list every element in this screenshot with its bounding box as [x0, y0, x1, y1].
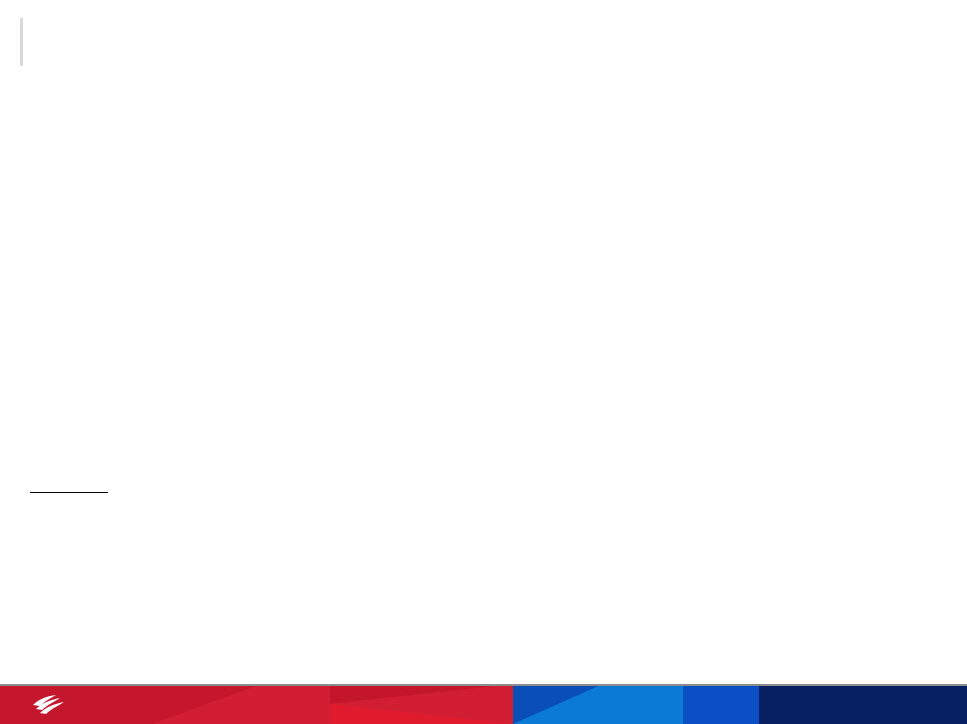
bank-of-america-logo: [22, 693, 65, 714]
footer-blue-band-2: [603, 684, 683, 724]
slide-footer: [0, 684, 967, 724]
footer-blue-band-3: [683, 684, 759, 724]
title-accent-bar: [20, 18, 23, 66]
footnotes: [30, 492, 942, 496]
footnote-divider: [30, 492, 108, 493]
footer-top-rule: [0, 684, 967, 686]
footer-navy-band: [759, 684, 967, 724]
footer-red-chevron: [330, 684, 513, 724]
flagscape-icon: [31, 693, 65, 714]
footer-blue-band-1: [513, 684, 603, 724]
